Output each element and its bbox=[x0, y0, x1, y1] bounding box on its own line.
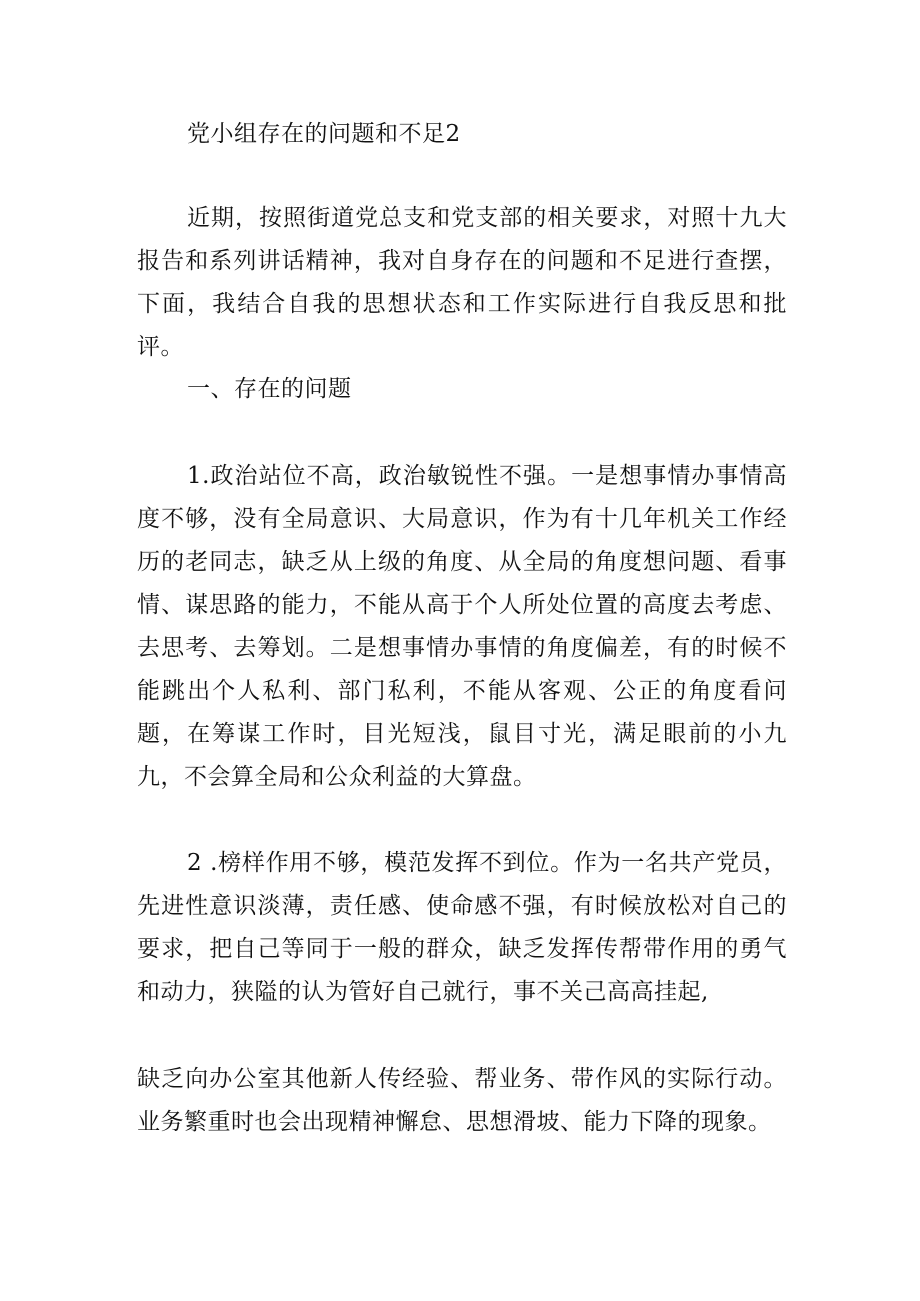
body-paragraph-role-model: 2 .榜样作用不够，模范发挥不到位。作为一名共产党员，先进性意识淡薄，责任感、使命感不强，有时候放松对自己的要求，把自己等同于一般的群众，缺乏发挥传帮带作用的勇气和动力，狭隘的认为管好自己就行，事不关己高高挂起, bbox=[137, 850, 787, 1005]
document-title: 党小组存在的问题和不足2 bbox=[187, 121, 461, 147]
intro-paragraph: 近期，按照街道党总支和党支部的相关要求，对照十九大报告和系列讲话精神，我对自身存在的问题和不足进行查摆，下面，我结合自我的思想状态和工作实际进行自我反思和批评。 bbox=[137, 205, 787, 360]
body-paragraph-political-stance: 1.政治站位不高，政治敏锐性不强。一是想事情办事情高度不够，没有全局意识、大局意识，作为有十几年机关工作经历的老同志，缺乏从上级的角度、从全局的角度想问题、看事情、谋思路的能力，不能从高于个人所处位置的高度去考虑、去思考、去筹划。二是想事情办事情的角度偏差，有的时候不能跳出个人私利、部门私利，不能从客观、公正的角度看问题，在筹谋工作时，目光短浅，鼠目寸光，满足眼前的小九九，不会算全局和公众利益的大算盘。 bbox=[137, 463, 787, 790]
section-heading: 一、存在的问题 bbox=[187, 376, 352, 402]
body-paragraph-continuation: 缺乏向办公室其他新人传经验、帮业务、带作风的实际行动。业务繁重时也会出现精神懈怠、思想滑坡、能力下降的现象。 bbox=[137, 1066, 787, 1135]
